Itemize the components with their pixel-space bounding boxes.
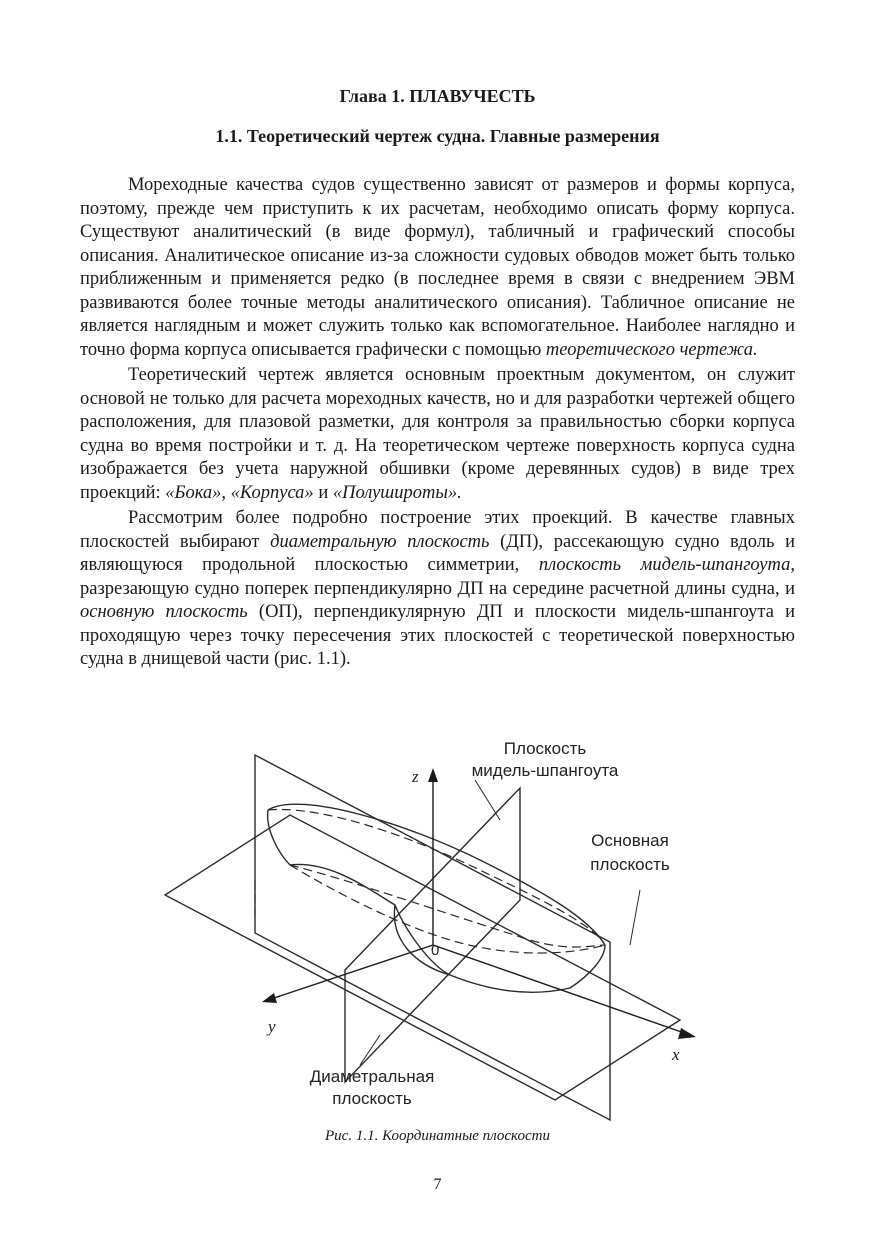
italic-run-0-1: теоретического чертежа. [545,339,758,360]
label-midship-line1: Плоскость [503,739,587,758]
text-run-2-4: разрезающую судно поперек перпендикулярно ДП на середине расчетной длины судна, и [80,578,795,599]
leader-midship [475,780,500,820]
italic-run-2-3: плоскость мидель-шпангоута, [538,555,795,575]
axis-y-label: y [268,1017,276,1036]
text-run-2-0: Рассмотрим более подробно построение этих проекций. В качестве главных плоскостей выбирают [80,508,795,552]
hull-stern [268,810,290,865]
hull-bottom-line [290,864,605,992]
text-run-2-6: (ОП), перпендикулярную ДП и плоскости мидель-шпангоута и проходящую через точку пересечения этих плоскостей с теоретической поверхностью судна в днищевой части (рис. 1.1). [80,602,796,669]
section-title: 1.1. Теоретический чертеж судна. Главные размерения [215,126,660,146]
italic-run-2-1: диаметральную плоскость [270,531,490,552]
italic-run-2-5: основную плоскость [80,602,248,622]
label-midship-line2: мидель-шпангоута [471,761,619,780]
origin-label: 0 [431,942,440,959]
text-run-1-2: и [313,482,333,503]
label-diametral-line2: плоскость [332,1089,412,1108]
text-run-1-0: Теоретический чертеж является основным проектным документом, он служит основой не только для расчета мореходных качеств, но и для разработки чертежей общего расположения, для плазовой разметки, для контроля за правильностью сборки корпуса судна во время постройки и т. д. На теоретическом чертеже поверхность корпуса судна изображается без учета наружной обшивки (кроме деревянных судов) в виде трех проекций: [80,365,795,503]
page-number: 7 [433,1176,442,1193]
chapter-title: Глава 1. ПЛАВУЧЕСТЬ [339,86,536,106]
text-run-0-0: Мореходные качества судов существенно зависят от размеров и формы корпуса, поэтому, прежде чем приступить к их расчетам, необходимо описать форму корпуса. Существуют аналитический (в виде формул), табличный и графический способы описания. Аналитическое описание из-за сложности судовых обводов может быть только приближенным и применяется редко (в последнее время в связи с внедрением ЭВМ развиваются более точные методы аналитического описания). Табличное описание не является наглядным и может служить только как вспомогательное. Наиболее наглядно и точно форма корпуса описывается графически с помощью [80,175,795,360]
paragraph-1 [80,174,795,362]
paragraph-2 [80,364,795,505]
body-text [80,174,795,674]
hull-waterline-dashed [290,865,605,947]
axis-y-arrow [262,993,277,1003]
axis-x-arrow [678,1028,696,1039]
paragraph-3 [80,507,795,672]
leader-diametral [360,1035,380,1065]
text-run-2-2: (ДП), рассекающую судно вдоль и являющуюся продольной плоскостью симметрии, [80,531,795,575]
italic-run-1-1: «Бока», «Корпуса» [165,482,314,503]
italic-run-1-3: «Полушироты». [332,482,462,503]
axis-x-label: x [672,1045,680,1064]
axis-z-label: z [412,767,419,786]
midship-section [394,905,450,975]
coordinate-planes-figure [150,730,710,1125]
label-base-line1: Основная [591,831,669,850]
label-base-line2: плоскость [590,855,670,874]
figure-caption: Рис. 1.1. Координатные плоскости [325,1128,550,1144]
axis-z-arrow [428,768,438,782]
label-diametral-line1: Диаметральная [309,1067,435,1086]
leader-base [630,890,640,945]
